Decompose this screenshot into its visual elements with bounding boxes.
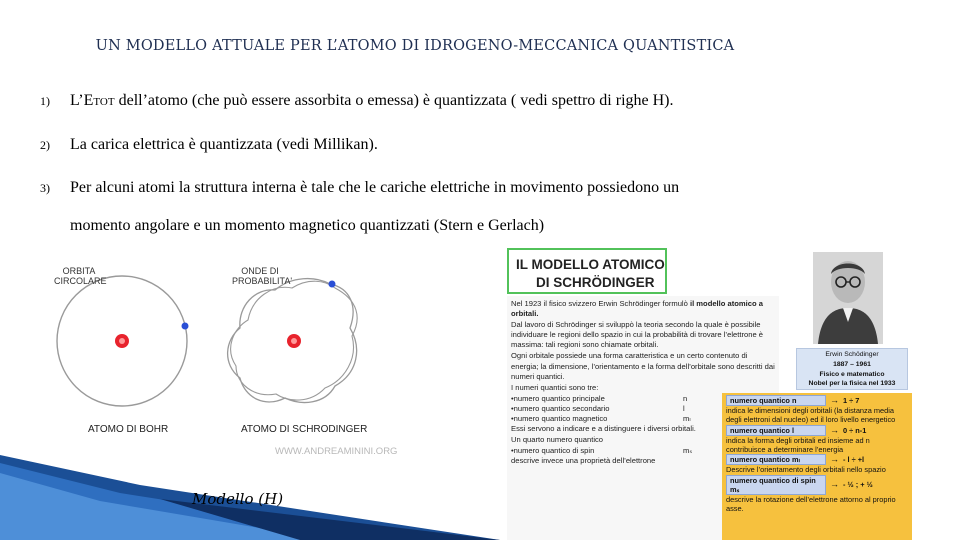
p2: Dal lavoro di Schrödinger si sviluppò la teoria secondo la quale è possibile individuare le regioni dello spazio in cui la probabilità di trovare l’elettrone è massima: tali regioni sono chiamate orbitali. xyxy=(511,320,764,350)
p1a: Nel 1923 il fisico svizzero Erwin Schrödinger formulò xyxy=(511,299,688,308)
ml-label: numero quantico mₗ xyxy=(726,454,826,465)
orbit-label: ORBITA CIRCOLARE xyxy=(54,266,107,286)
schrodinger-nucleus-highlight xyxy=(291,338,297,344)
item-text-post: dell’atomo (che può essere assorbita o emessa) è quantizzata ( vedi spettro di righe H). xyxy=(114,92,674,109)
caption-years: 1887 – 1961 xyxy=(833,360,871,368)
item-text-pre: L’E xyxy=(70,92,94,109)
list-item-2 xyxy=(40,126,800,164)
portrait-image xyxy=(813,252,883,344)
p7: descrive invece una proprietà dell’elettrone xyxy=(511,456,656,466)
model-label: Modello (H) xyxy=(192,490,284,508)
ml-desc: Descrive l’orientamento degli orbitali nello spazio xyxy=(726,465,886,475)
n-range: 1 ÷ 7 xyxy=(843,396,860,405)
caption-role: Fisico e matematico xyxy=(819,370,885,378)
schrodinger-heading-box xyxy=(507,248,667,294)
portrait-caption xyxy=(796,348,908,390)
quantum-row: •numero quantico magnetico mₗ xyxy=(511,414,691,424)
item-text-line1: Per alcuni atomi la struttura interna è tale che le cariche elettriche in movimento possiedono un xyxy=(70,179,680,196)
n-desc: indica le dimensioni degli orbitali (la distanza media degli elettroni dal nucleo) ed il loro livello energetico xyxy=(726,406,896,425)
bohr-caption: ATOMO DI BOHR xyxy=(88,424,169,435)
heading-line-1: IL MODELLO ATOMICO xyxy=(516,257,665,272)
arrow-icon: → xyxy=(830,424,839,435)
l-label: numero quantico l xyxy=(726,425,826,436)
watermark: WWW.ANDREAMININI.ORG xyxy=(275,446,398,457)
p5: Essi servono a indicare e a distinguere i diversi orbitali. xyxy=(511,424,696,434)
arrow-icon: → xyxy=(830,395,839,405)
item-text-subscript: TOT xyxy=(93,96,115,108)
quantum-row: •numero quantico secondario l xyxy=(511,403,685,413)
item-number: 1) xyxy=(40,94,50,108)
l-range: 0 ÷ n-1 xyxy=(843,425,867,435)
arrow-icon: → xyxy=(830,454,839,465)
page-title: UN MODELLO ATTUALE PER L’ATOMO DI IDROGENO-MECCANICA QUANTISTICA xyxy=(95,38,735,54)
schrodinger-caption: ATOMO DI SCHRODINGER xyxy=(241,424,368,435)
list-item-1 xyxy=(40,82,800,121)
heading-line-2: DI SCHRÖDINGER xyxy=(536,275,655,290)
caption-name: Erwin Schödinger xyxy=(825,351,879,358)
p4: I numeri quantici sono tre: xyxy=(511,382,599,392)
atom-models-figure xyxy=(40,248,420,478)
bohr-electron xyxy=(182,323,189,330)
quantum-row: •numero quantico principale n xyxy=(511,393,688,403)
p1b: il modello atomico a orbitali. xyxy=(511,299,763,319)
schrodinger-electron xyxy=(329,281,336,288)
item-number: 2) xyxy=(40,138,50,152)
l-desc: indica la forma degli orbitali ed insieme ad n contribuisce a determinare l’energia xyxy=(726,435,870,455)
caption-award: Nobel per la fisica nel 1933 xyxy=(808,380,896,388)
p3: Ogni orbitale possiede una forma caratteristica e un certo contenuto di energia; la dimensione, l’orientamento e la forma dell’orbitale sono descritti dai numeri quantici. xyxy=(511,351,775,381)
ml-range: - l ÷ +l xyxy=(843,455,865,465)
ms-label: numero quantico di spin mₛ xyxy=(726,475,826,495)
waves-label: ONDE DI PROBABILITA' xyxy=(232,266,293,286)
quantum-row: •numero quantico di spin mₛ xyxy=(511,446,693,456)
ms-range: - ½ ; + ½ xyxy=(843,480,873,490)
n-label: numero quantico n xyxy=(726,395,826,406)
item-text: La carica elettrica è quantizzata (vedi Millikan). xyxy=(70,136,378,153)
p6: Un quarto numero quantico xyxy=(511,435,604,445)
quantum-numbers-panel xyxy=(722,393,912,540)
list-item-3 xyxy=(40,169,800,245)
bohr-nucleus-highlight xyxy=(119,338,125,344)
item-number: 3) xyxy=(40,181,50,195)
arrow-icon: → xyxy=(830,479,839,490)
ms-desc: descrive la rotazione dell’elettrone attorno al proprio asse. xyxy=(726,495,896,514)
item-text-line2: momento angolare e un momento magnetico quantizzati (Stern e Gerlach) xyxy=(70,217,545,234)
